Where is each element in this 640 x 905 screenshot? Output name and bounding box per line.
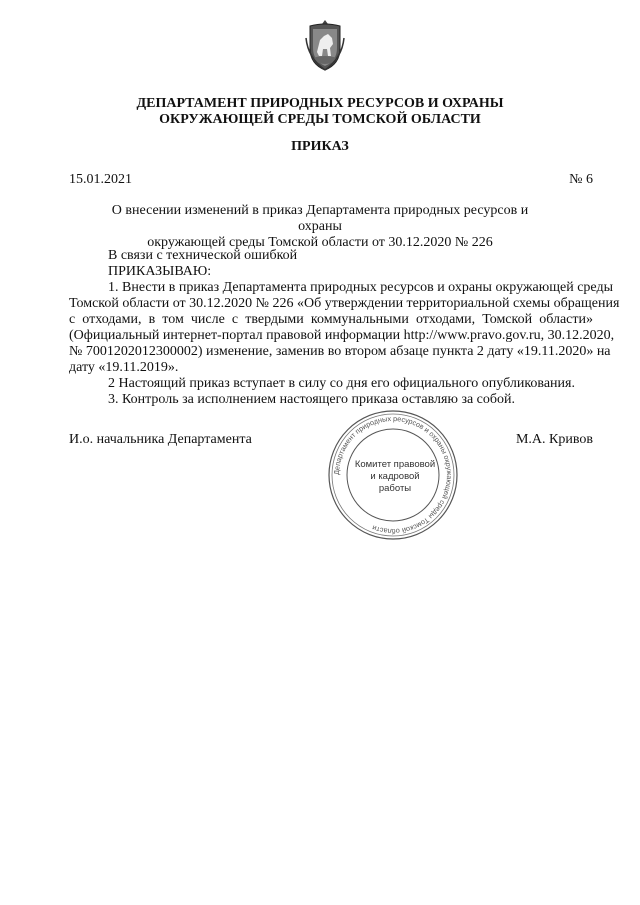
item-1-line: 1. Внести в приказ Департамента природных ресурсов и охраны окружающей среды: [108, 280, 613, 295]
department-title-line-1: ДЕПАРТАМЕНТ ПРИРОДНЫХ РЕСУРСОВ И ОХРАНЫ: [136, 96, 504, 111]
stamp-ring-text: Департамент природных ресурсов и охраны окружающей среды Томской области: [331, 413, 455, 537]
item-3: 3. Контроль за исполнением настоящего приказа оставляю за собой.: [108, 392, 516, 407]
item-2: 2 Настоящий приказ вступает в силу со дня его официального опубликования.: [108, 376, 575, 391]
subject-line: окружающей среды Томской области от 30.12.2020 № 226: [147, 235, 493, 250]
coat-of-arms-icon: [304, 18, 346, 72]
subject-line: О внесении изменений в приказ Департамента природных ресурсов и охраны: [111, 203, 529, 234]
item-1-line: (Официальный интернет-портал правовой информации http://www.pravo.gov.ru, 30.12.2020,: [69, 328, 615, 343]
item-1-line: Томской области от 30.12.2020 № 226 «Об утверждении территориальной схемы обращения: [69, 296, 620, 311]
department-title-line-2: ОКРУЖАЮЩЕЙ СРЕДЫ ТОМСКОЙ ОБЛАСТИ: [159, 112, 481, 127]
stamp-center-line: и кадровой: [370, 471, 420, 482]
stamp-center-line: работы: [378, 483, 412, 494]
signatory-name: М.А. Кривов: [515, 432, 593, 447]
item-1-line: дату «19.11.2019».: [69, 360, 179, 375]
stamp-center-text: [340, 459, 450, 495]
document-type: ПРИКАЗ: [291, 139, 349, 154]
document-date: 15.01.2021: [69, 172, 132, 187]
document-subject: [110, 203, 530, 251]
document-number: № 6: [569, 172, 593, 187]
item-1-line: № 7001202012300002) изменение, заменив во втором абзаце пункта 2 дату «19.11.2020» на: [69, 344, 611, 359]
order-word: ПРИКАЗЫВАЮ:: [108, 264, 212, 279]
stamp-center-line: Комитет правовой: [354, 459, 436, 470]
signatory-position: И.о. начальника Департамента: [69, 432, 252, 447]
item-1-line: с отходами, в том числе с твердыми коммунальными отходами, Томской области»: [69, 312, 593, 327]
intro-text: В связи с технической ошибкой: [108, 248, 298, 263]
